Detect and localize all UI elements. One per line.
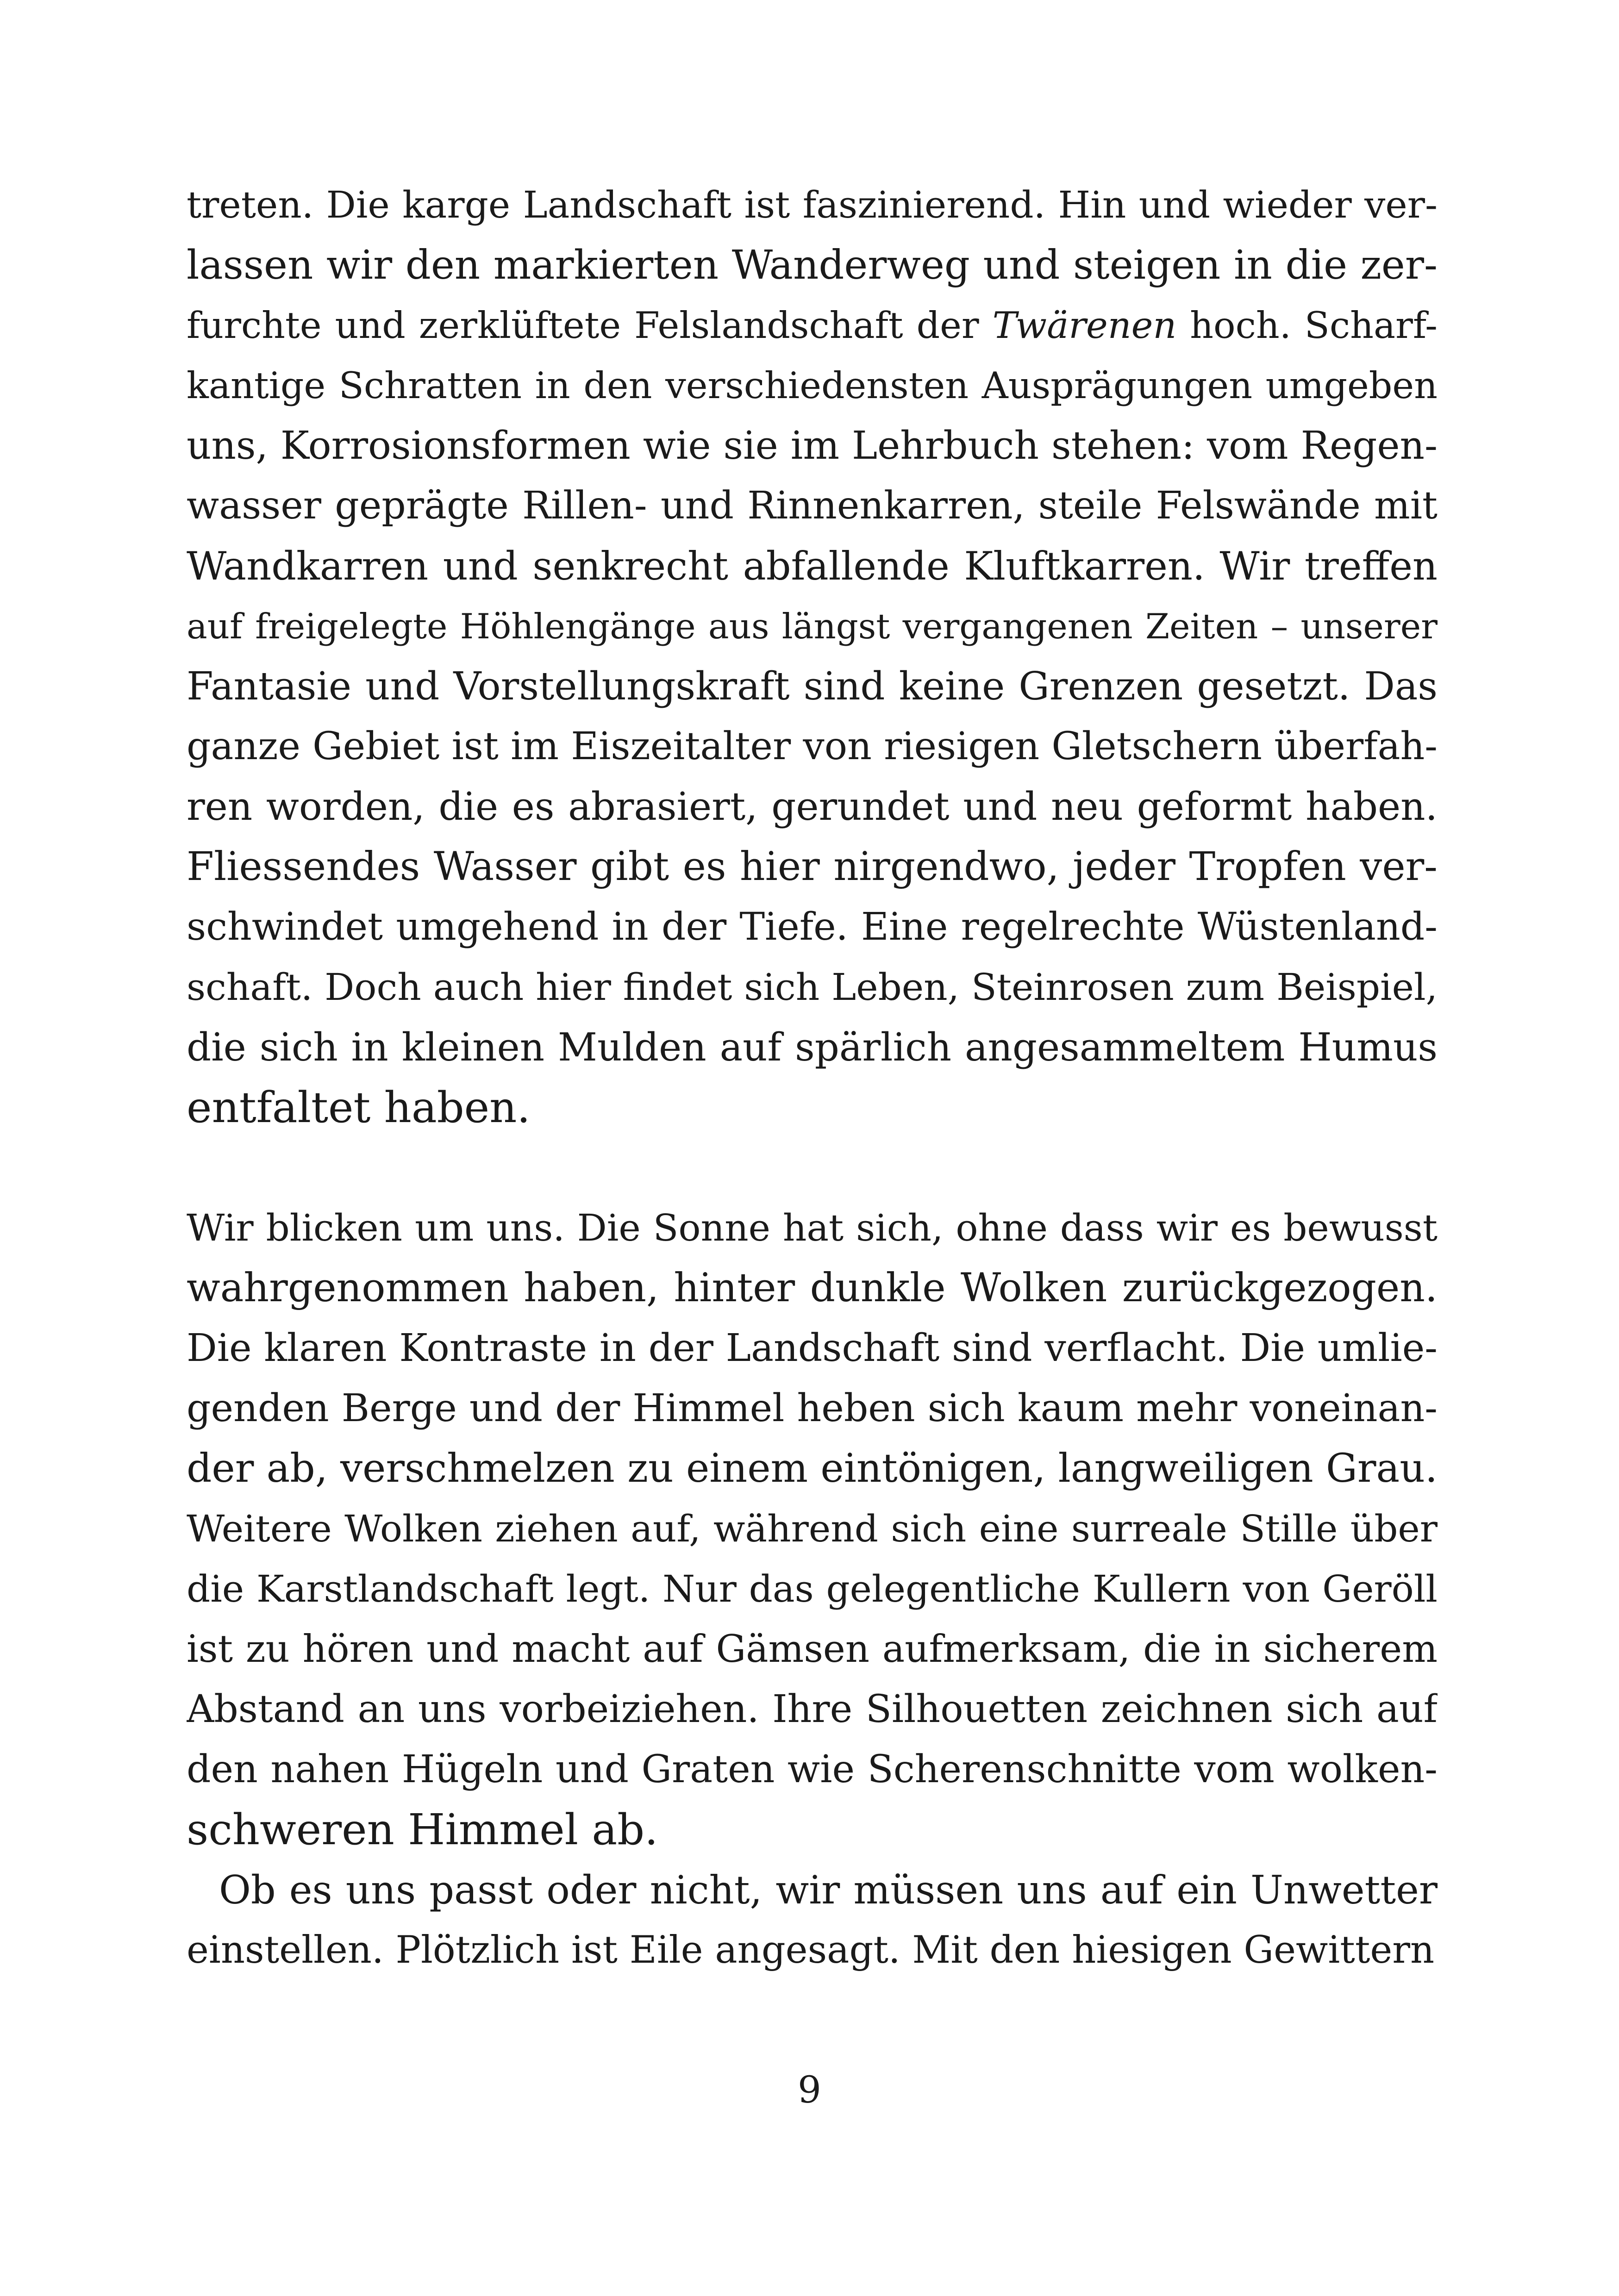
page-number: 9 [798,2068,821,2111]
text-line: entfaltet haben. [187,1083,531,1132]
italic-place-name: Twärenen [992,304,1177,347]
text-line: Weitere Wolken ziehen auf, während sich eine surreale Stille über [187,1507,1438,1550]
text-line: genden Berge und der Himmel heben sich kaum mehr voneinan- [187,1386,1438,1430]
text-line: uns, Korrosionsformen wie sie im Lehrbuch stehen: vom Regen- [187,423,1438,468]
page-body [187,175,1438,1980]
text-line: Wir blicken um uns. Die Sonne hat sich, ohne dass wir es bewusst [187,1206,1438,1249]
text-line: Wandkarren und senkrecht abfallende Kluftkarren. Wir treffen [187,543,1438,589]
paragraph-gap [187,1138,1438,1198]
text-line: Ob es uns passt oder nicht, wir müssen uns auf ein Unwetter [219,1867,1438,1913]
text-line: einstellen. Plötzlich ist Eile angesagt. Mit den hiesigen Gewittern [187,1928,1435,1972]
text-line: kantige Schratten in den verschiedensten Ausprägungen umgeben [187,364,1438,407]
text-line: wahrgenommen haben, hinter dunkle Wolken zurückgezogen. [187,1265,1438,1311]
text-line: schaft. Doch auch hier findet sich Leben, Steinrosen zum Beispiel, [187,966,1438,1009]
text-line: Fliessendes Wasser gibt es hier nirgendwo, jeder Tropfen ver- [187,844,1438,890]
text-line: die Karstlandschaft legt. Nur das gelegentliche Kullern von Geröll [187,1567,1438,1610]
paragraph-2 [187,1198,1438,1860]
text-line: der ab, verschmelzen zu einem eintönigen, langweiligen Grau. [187,1446,1438,1491]
text-line [187,295,1438,356]
text-line: Fantasie und Vorstellungskraft sind keine Grenzen gesetzt. Das [187,664,1438,709]
text-line: ren worden, die es abrasiert, gerundet und neu geformt haben. [187,784,1438,829]
text-segment: hoch. Scharf- [1176,304,1438,347]
text-line: schweren Himmel ab. [187,1805,658,1854]
text-line: ganze Gebiet ist im Eiszeitalter von riesigen Gletschern überfah- [187,724,1438,768]
text-line: auf freigelegte Höhlengänge aus längst vergangenen Zeiten – unserer [187,606,1438,647]
text-line: Abstand an uns vorbeiziehen. Ihre Silhouetten zeichnen sich auf [187,1687,1438,1731]
text-line: den nahen Hügeln und Graten wie Scherenschnitte vom wolken- [187,1747,1438,1791]
paragraph-1 [187,175,1438,1138]
text-line: Die klaren Kontraste in der Landschaft sind verflacht. Die umlie- [187,1326,1438,1370]
text-line: schwindet umgehend in der Tiefe. Eine regelrechte Wüstenland- [187,905,1438,949]
paragraph-3 [187,1860,1438,1980]
text-line: wasser geprägte Rillen- und Rinnenkarren, steile Felswände mit [187,484,1438,528]
text-line: die sich in kleinen Mulden auf spärlich angesammeltem Humus [187,1025,1438,1070]
text-line: lassen wir den markierten Wanderweg und steigen in die zer- [187,242,1438,288]
text-line: ist zu hören und macht auf Gämsen aufmerksam, die in sicherem [187,1628,1438,1671]
text-segment: furchte und zerklüftete Felslandschaft der [187,304,993,347]
text-line: treten. Die karge Landschaft ist faszinierend. Hin und wieder ver- [187,183,1438,226]
